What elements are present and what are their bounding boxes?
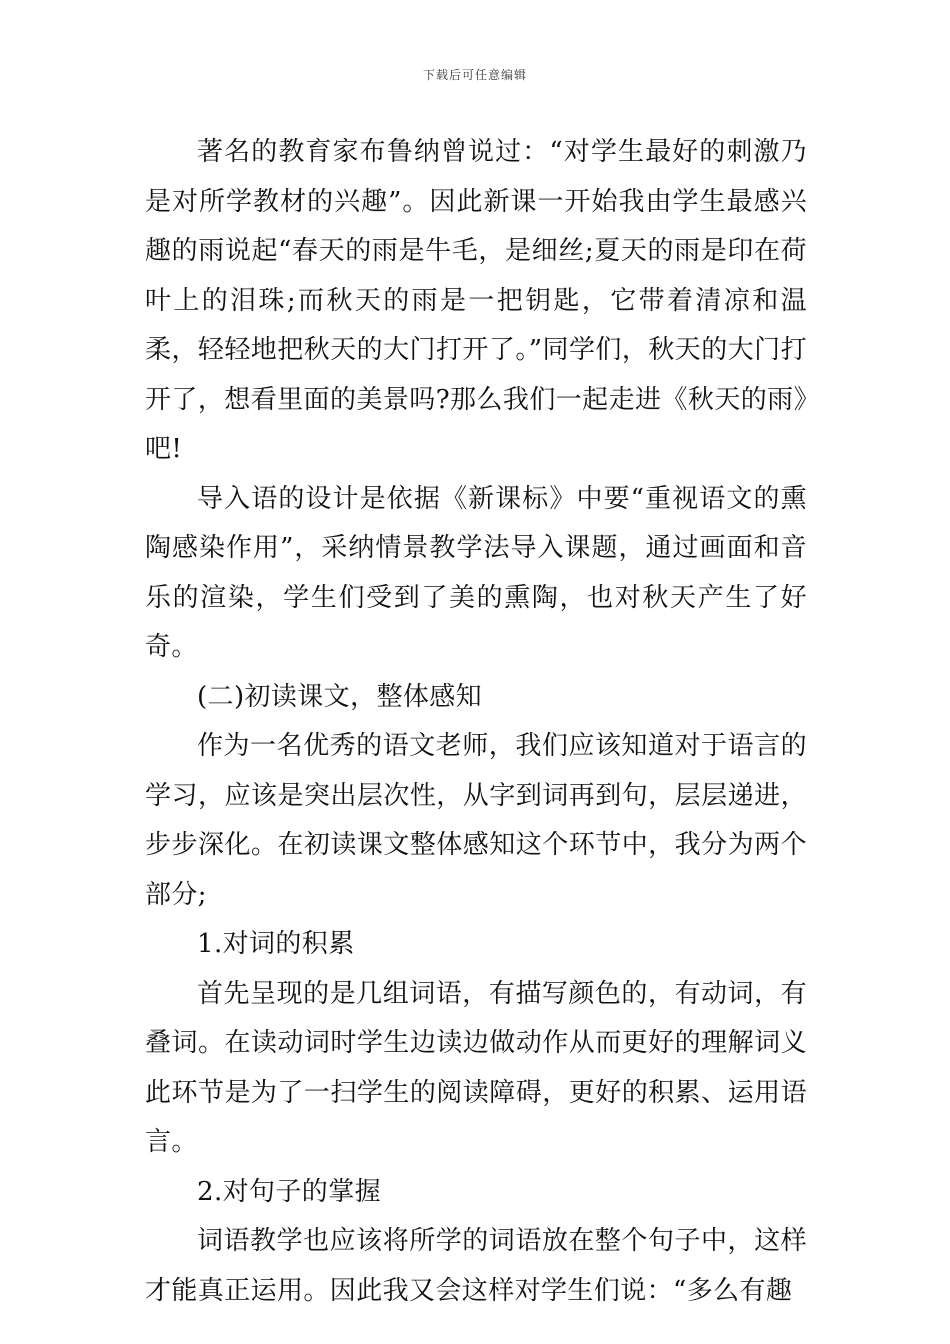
subheading-sentence-mastery: 2.对句子的掌握	[197, 1176, 382, 1207]
paragraph-sentence-teaching: 词语教学也应该将所学的词语放在整个句子中，这样才能真正运用。因此我又会这样对学生们说：“多么有趣	[145, 1226, 807, 1306]
paragraph-language-learning: 作为一名优秀的语文老师，我们应该知道对于语言的学习，应该是突出层次性，从字到词再到句，层层递进，步步深化。在初读课文整体感知这个环节中，我分为两个部分;	[145, 731, 807, 910]
subheading-word-accumulation: 1.对词的积累	[197, 929, 355, 959]
paragraph-intro-quote: 著名的教育家布鲁纳曾说过：“对学生最好的刺激乃是对所学教材的兴趣”。因此新课一开始我由学生最感兴趣的雨说起“春天的雨是牛毛，是细丝;夏天的雨是印在荷叶上的泪珠;而秋天的雨是一把钥匙，它带着清凉和温柔，轻轻地把秋天的大门打开了。”同学们，秋天的大门打开了，想看里面的美景吗?那么我们一起走进《秋天的雨》吧!	[145, 137, 807, 464]
paragraph-design-rationale: 导入语的设计是依据《新课标》中要“重视语文的熏陶感染作用”，采纳情景教学法导入课题，通过画面和音乐的渲染，学生们受到了美的熏陶，也对秋天产生了好奇。	[145, 483, 807, 662]
document-body	[145, 128, 807, 1316]
page-header: 下载后可任意编辑	[422, 68, 527, 82]
paragraph-word-groups: 首先呈现的是几组词语，有描写颜色的，有动词，有叠词。在读动词时学生边读边做动作从而更好的理解词义此环节是为了一扫学生的阅读障碍，更好的积累、运用语言。	[145, 978, 807, 1157]
section-heading-first-reading: (二)初读课文，整体感知	[197, 681, 483, 712]
